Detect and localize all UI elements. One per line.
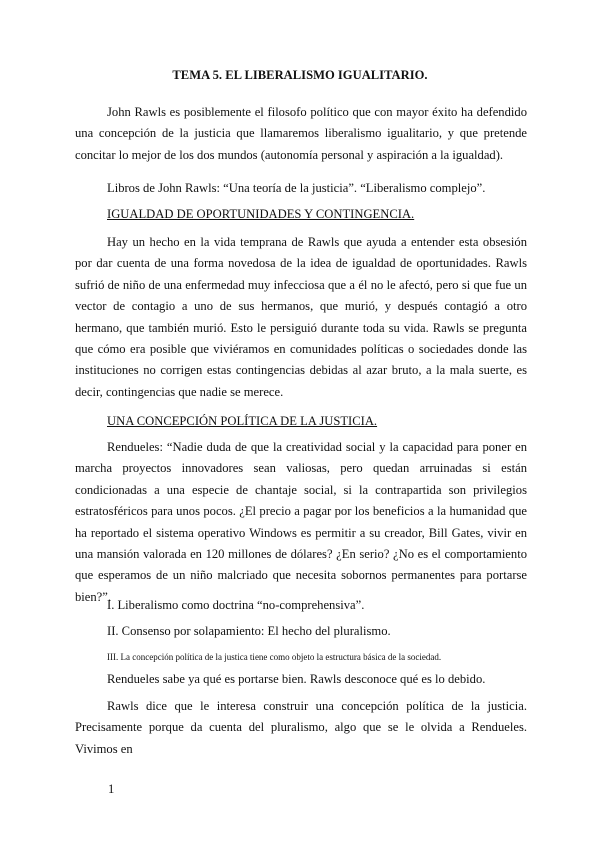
section2-heading: UNA CONCEPCIÓN POLÍTICA DE LA JUSTICIA. <box>107 414 378 428</box>
document-title: TEMA 5. EL LIBERALISMO IGUALITARIO. <box>172 68 428 82</box>
section1-paragraph: Hay un hecho en la vida temprana de Rawls que ayuda a entender esta obsesión por dar cuenta de una forma novedosa de la idea de igualdad de oportunidades. Rawls sufrió de niño de una enfermedad muy infecciosa que a él no le afectó, pero si que fue un vector de contagio a uno de sus hermanos, que murió, y después contagió a otro hermano, que también murió. Esto le persiguió durante toda su vida. Rawls se pregunta que cómo era posible que viviéramos en comunidades políticas o sociedades donde las instituciones no corrigen estas contingencias debidas al azar bruto, a la mala suerte, es decir, contingencias que nadie se merece. <box>75 235 527 399</box>
rendueles-quote-paragraph: Rendueles: “Nadie duda de que la creatividad social y la capacidad para poner en marcha proyectos innovadores sean valiosas, pero quedan arruinadas si están condicionadas a una especie de chantaje social, si la contrapartida son privilegios estratosféricos para unos pocos. ¿El precio a pagar por los beneficios a la humanidad que ha reportado el sistema operativo Windows es permitir a su creador, Bill Gates, vivir en una mansión valorada en 120 millones de dólares? ¿En serio? ¿No es el comportamiento que esperamos de un niño malcriado que necesita sobornos permanentes para portarse bien?”. <box>75 440 527 604</box>
final-paragraph: Rawls dice que le interesa construir una concepción política de la justicia. Precisamente porque da cuenta del pluralismo, algo que se le olvida a Rendueles. Vivimos en <box>75 699 527 756</box>
point-3: III. La concepción política de la justica tiene como objeto la estructura básica de la sociedad. <box>107 652 442 662</box>
section1-heading: IGUALDAD DE OPORTUNIDADES Y CONTINGENCIA. <box>107 207 415 221</box>
point-1: I. Liberalismo como doctrina “no-comprehensiva”. <box>107 598 365 612</box>
page-number: 1 <box>108 782 115 796</box>
books-line: Libros de John Rawls: “Una teoría de la justicia”. “Liberalismo complejo”. <box>107 181 486 195</box>
rendueles-line: Rendueles sabe ya qué es portarse bien. Rawls desconoce qué es lo debido. <box>107 672 486 686</box>
intro-paragraph: John Rawls es posiblemente el filosofo político que con mayor éxito ha defendido una concepción de la justicia que llamaremos liberalismo igualitario, y que pretende concitar lo mejor de los dos mundos (autonomía personal y aspiración a la igualdad). <box>75 105 527 162</box>
point-2: II. Consenso por solapamiento: El hecho del pluralismo. <box>107 624 391 638</box>
